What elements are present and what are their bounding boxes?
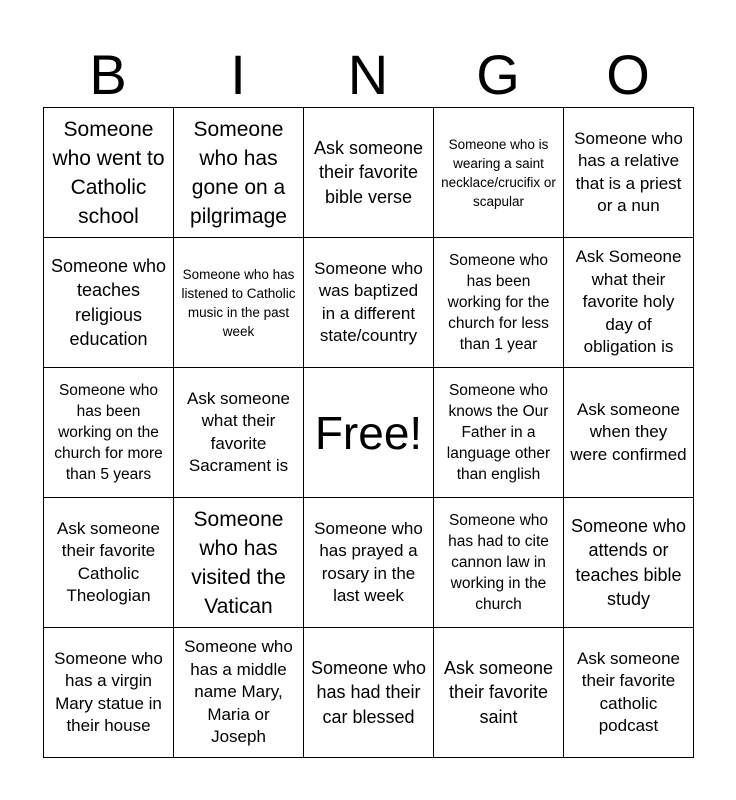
bingo-cell-r3c5[interactable] — [564, 368, 694, 498]
bingo-cell-r4c5[interactable] — [564, 498, 694, 628]
free-space[interactable] — [304, 368, 434, 498]
bingo-cell-r3c2[interactable] — [174, 368, 304, 498]
bingo-grid — [43, 107, 694, 758]
cell-text: Ask someone what their favorite Sacrament is — [187, 388, 290, 475]
header-letter-n: N — [347, 43, 389, 106]
bingo-cell-r5c3[interactable] — [304, 628, 434, 758]
bingo-cell-r5c4[interactable] — [434, 628, 564, 758]
cell-text: Someone who is wearing a saint necklace/crucifix or scapular — [441, 136, 556, 209]
cell-text: Someone who has had to cite cannon law in working in the church — [448, 512, 549, 613]
bingo-cell-r4c3[interactable] — [304, 498, 434, 628]
bingo-cell-r1c1[interactable] — [44, 108, 174, 238]
bingo-cell-r2c2[interactable] — [174, 238, 304, 368]
bingo-cell-r5c1[interactable] — [44, 628, 174, 758]
cell-text: Ask someone their favorite Catholic Theologian — [57, 518, 160, 605]
bingo-header — [43, 44, 693, 106]
bingo-cell-r2c1[interactable] — [44, 238, 174, 368]
cell-text: Someone who has prayed a rosary in the last week — [314, 518, 423, 605]
cell-text: Someone who has been working on the church for more than 5 years — [54, 382, 163, 483]
header-letter-b: B — [89, 43, 127, 106]
bingo-cell-r3c4[interactable] — [434, 368, 564, 498]
cell-text: Someone who has visited the Vatican — [191, 507, 286, 618]
cell-text: Someone who went to Catholic school — [52, 117, 165, 228]
bingo-cell-r5c5[interactable] — [564, 628, 694, 758]
cell-text: Someone who was baptized in a different state/country — [314, 258, 423, 345]
bingo-cell-r1c2[interactable] — [174, 108, 304, 238]
cell-text: Ask Someone what their favorite holy day of obligation is — [575, 247, 682, 357]
cell-text: Ask someone their favorite catholic podcast — [577, 648, 680, 735]
bingo-cell-r1c4[interactable] — [434, 108, 564, 238]
cell-text: Someone who has a relative that is a priest or a nun — [574, 128, 683, 215]
bingo-cell-r5c2[interactable] — [174, 628, 304, 758]
cell-text: Ask someone their favorite saint — [443, 657, 554, 727]
bingo-cell-r4c1[interactable] — [44, 498, 174, 628]
bingo-cell-r1c5[interactable] — [564, 108, 694, 238]
cell-text: Ask someone when they were confirmed — [570, 399, 687, 464]
cell-text: Someone who knows the Our Father in a language other than english — [446, 382, 551, 483]
header-letter-g: G — [476, 43, 520, 106]
cell-text: Someone who has been working for the church for less than 1 year — [447, 252, 550, 353]
bingo-cell-r2c4[interactable] — [434, 238, 564, 368]
free-space-label: Free! — [314, 406, 423, 459]
header-letter-o: O — [606, 43, 650, 106]
header-letter-i: I — [230, 43, 246, 106]
cell-text: Someone who has a middle name Mary, Maria or Joseph — [184, 637, 293, 747]
cell-text: Someone who teaches religious education — [50, 255, 167, 349]
cell-text: Someone who attends or teaches bible study — [570, 515, 687, 609]
bingo-cell-r2c3[interactable] — [304, 238, 434, 368]
cell-text: Someone who has a virgin Mary statue in their house — [54, 648, 163, 735]
bingo-cell-r4c4[interactable] — [434, 498, 564, 628]
bingo-cell-r1c3[interactable] — [304, 108, 434, 238]
cell-text: Someone who has listened to Catholic music in the past week — [181, 266, 296, 339]
bingo-cell-r3c1[interactable] — [44, 368, 174, 498]
bingo-cell-r2c5[interactable] — [564, 238, 694, 368]
cell-text: Ask someone their favorite bible verse — [313, 137, 424, 207]
bingo-cell-r4c2[interactable] — [174, 498, 304, 628]
cell-text: Someone who has gone on a pilgrimage — [190, 117, 287, 228]
cell-text: Someone who has had their car blessed — [310, 657, 427, 727]
